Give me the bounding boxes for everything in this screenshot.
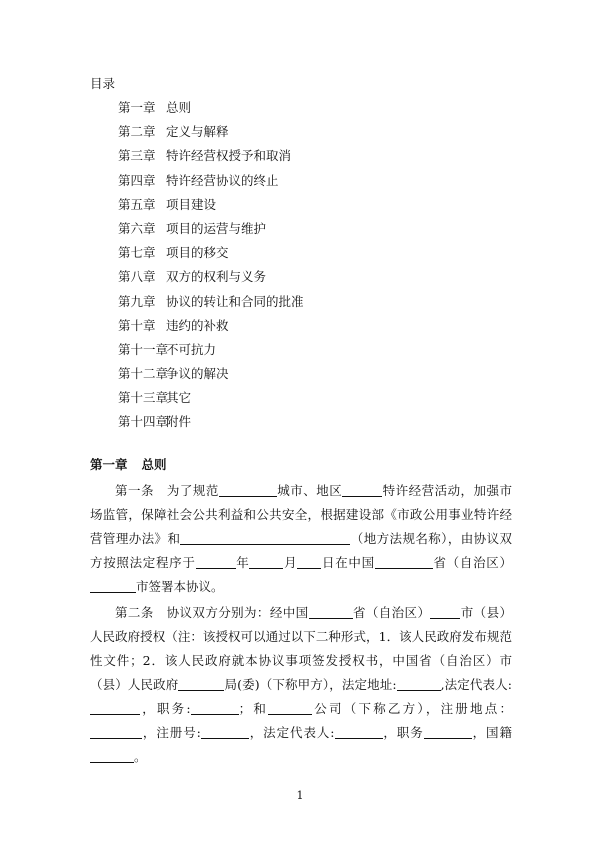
toc-item-number: 第十二章 [118, 366, 169, 382]
toc-item-number: 第十章 [118, 317, 156, 333]
article-2-text: 市（县）人民政府授权（注：该授权可以通过以下二种形式，1．该人民政府发布规范性文件；2．该人民政府就本协议事项签发授权书，中国省（自治区）市（县）人民政府 [90, 605, 512, 692]
toc-item [118, 390, 304, 414]
article-2-text: 。 [134, 749, 147, 764]
article-2-text: 公司（下称乙方），注册地点： [312, 701, 512, 716]
blank-field [268, 701, 312, 715]
blank-field [191, 701, 239, 715]
blank-field [90, 701, 140, 715]
blank-field [90, 749, 134, 763]
article-2-text: ；和 [238, 701, 269, 716]
blank-field [430, 605, 460, 619]
toc-item-number: 第六章 [118, 220, 156, 236]
toc-item-number: 第一章 [118, 100, 156, 115]
blank-field [219, 483, 277, 497]
toc-item-title: 特许经营协议的终止 [166, 172, 279, 188]
toc-item-number: 第八章 [118, 269, 156, 285]
toc-item [118, 269, 304, 293]
article-1-text: 城市、地区 [276, 483, 343, 498]
toc-item-number: 第九章 [118, 293, 156, 309]
toc-item [118, 366, 304, 390]
blank-field [375, 555, 433, 569]
article-2-text: ，法定代表人: [248, 725, 335, 740]
blank-field [178, 677, 224, 691]
blank-field [424, 725, 472, 739]
article-1-text: 特许经营活动，加强市场监管，保障社会公共利益和公共安全，根据建设部《市政公用事业特许经营管理办法》和 [90, 483, 512, 546]
toc-item-title: 特许经营权授予和取消 [166, 148, 292, 164]
toc-item-number: 第十一章 [118, 341, 169, 357]
article-1-text: 年 [235, 555, 250, 570]
toc-item [118, 148, 304, 172]
blank-field [297, 555, 321, 569]
toc-item [118, 173, 304, 197]
article-2-text: 局(委)（下称甲方），法定地址: [224, 677, 397, 692]
toc-item-number: 第四章 [118, 172, 156, 188]
blank-field [397, 677, 441, 691]
article-2-text: ，职务: [140, 701, 191, 716]
article-2-text: ，注册号: [142, 725, 201, 740]
toc-item-title: 双方的权利与义务 [166, 269, 267, 285]
toc-item [118, 197, 304, 221]
blank-field [180, 531, 350, 545]
toc-item-title: 争议的解决 [166, 366, 229, 382]
blank-field [249, 555, 283, 569]
toc-item-title: 不可抗力 [166, 341, 217, 357]
toc-item-title: 其它 [166, 390, 192, 406]
toc-item-title: 项目的运营与维护 [166, 220, 267, 236]
article-1 [90, 479, 512, 599]
toc-item-number: 第七章 [118, 245, 156, 261]
toc-item-number: 第十三章 [118, 390, 169, 406]
toc-item [118, 318, 304, 342]
toc-item-title: 违约的补救 [166, 317, 229, 333]
chapter-number: 第一章 [90, 457, 128, 472]
toc-item [118, 221, 304, 245]
blank-field [196, 555, 236, 569]
toc-item-number: 第二章 [118, 124, 156, 140]
article-2-text: ,法定代表人: [440, 677, 513, 692]
toc-item-number: 第五章 [118, 196, 156, 212]
article-1-text: 市签署本协议。 [136, 579, 224, 594]
article-2-text: ，国籍 [471, 725, 512, 740]
blank-field [342, 483, 382, 497]
toc-list [118, 100, 304, 439]
chapter-body [90, 479, 512, 769]
article-2-text: 第二条 协议双方分别为：经中国 [115, 605, 309, 620]
toc-item [118, 124, 304, 148]
article-1-text: 省（自治区） [432, 555, 512, 570]
toc-item-title: 项目建设 [166, 196, 217, 212]
toc-item [118, 342, 304, 366]
blank-field [90, 579, 136, 593]
article-1-text: 日在中国 [321, 555, 375, 570]
article-1-text: （地方法规名称），由协议双方按照法定程序于 [90, 531, 512, 570]
toc-item-title: 协议的转让和合同的批准 [166, 293, 304, 309]
article-2 [90, 601, 512, 769]
chapter-heading [90, 457, 167, 473]
toc-item-title: 定义与解释 [166, 124, 229, 140]
toc-item [118, 245, 304, 269]
article-1-text: 第一条 为了规范 [115, 483, 219, 498]
toc-item [118, 100, 304, 124]
article-2-text: 省（自治区） [352, 605, 431, 620]
article-1-text: 月 [283, 555, 298, 570]
toc-item-title: 项目的移交 [166, 245, 229, 261]
chapter-title: 总则 [141, 457, 167, 472]
toc-item [118, 414, 304, 438]
page-number: 1 [296, 789, 304, 802]
toc-item-number: 第十四章 [118, 414, 169, 430]
blank-field [201, 725, 249, 739]
article-2-text: ，职务 [382, 725, 424, 740]
blank-field [90, 725, 142, 739]
toc-item [118, 294, 304, 318]
toc-item-title: 附件 [166, 414, 192, 430]
toc-title: 目录 [90, 76, 116, 91]
blank-field [309, 605, 353, 619]
toc-item-number: 第三章 [118, 148, 156, 164]
blank-field [335, 725, 383, 739]
toc-item-title: 总则 [166, 100, 192, 115]
